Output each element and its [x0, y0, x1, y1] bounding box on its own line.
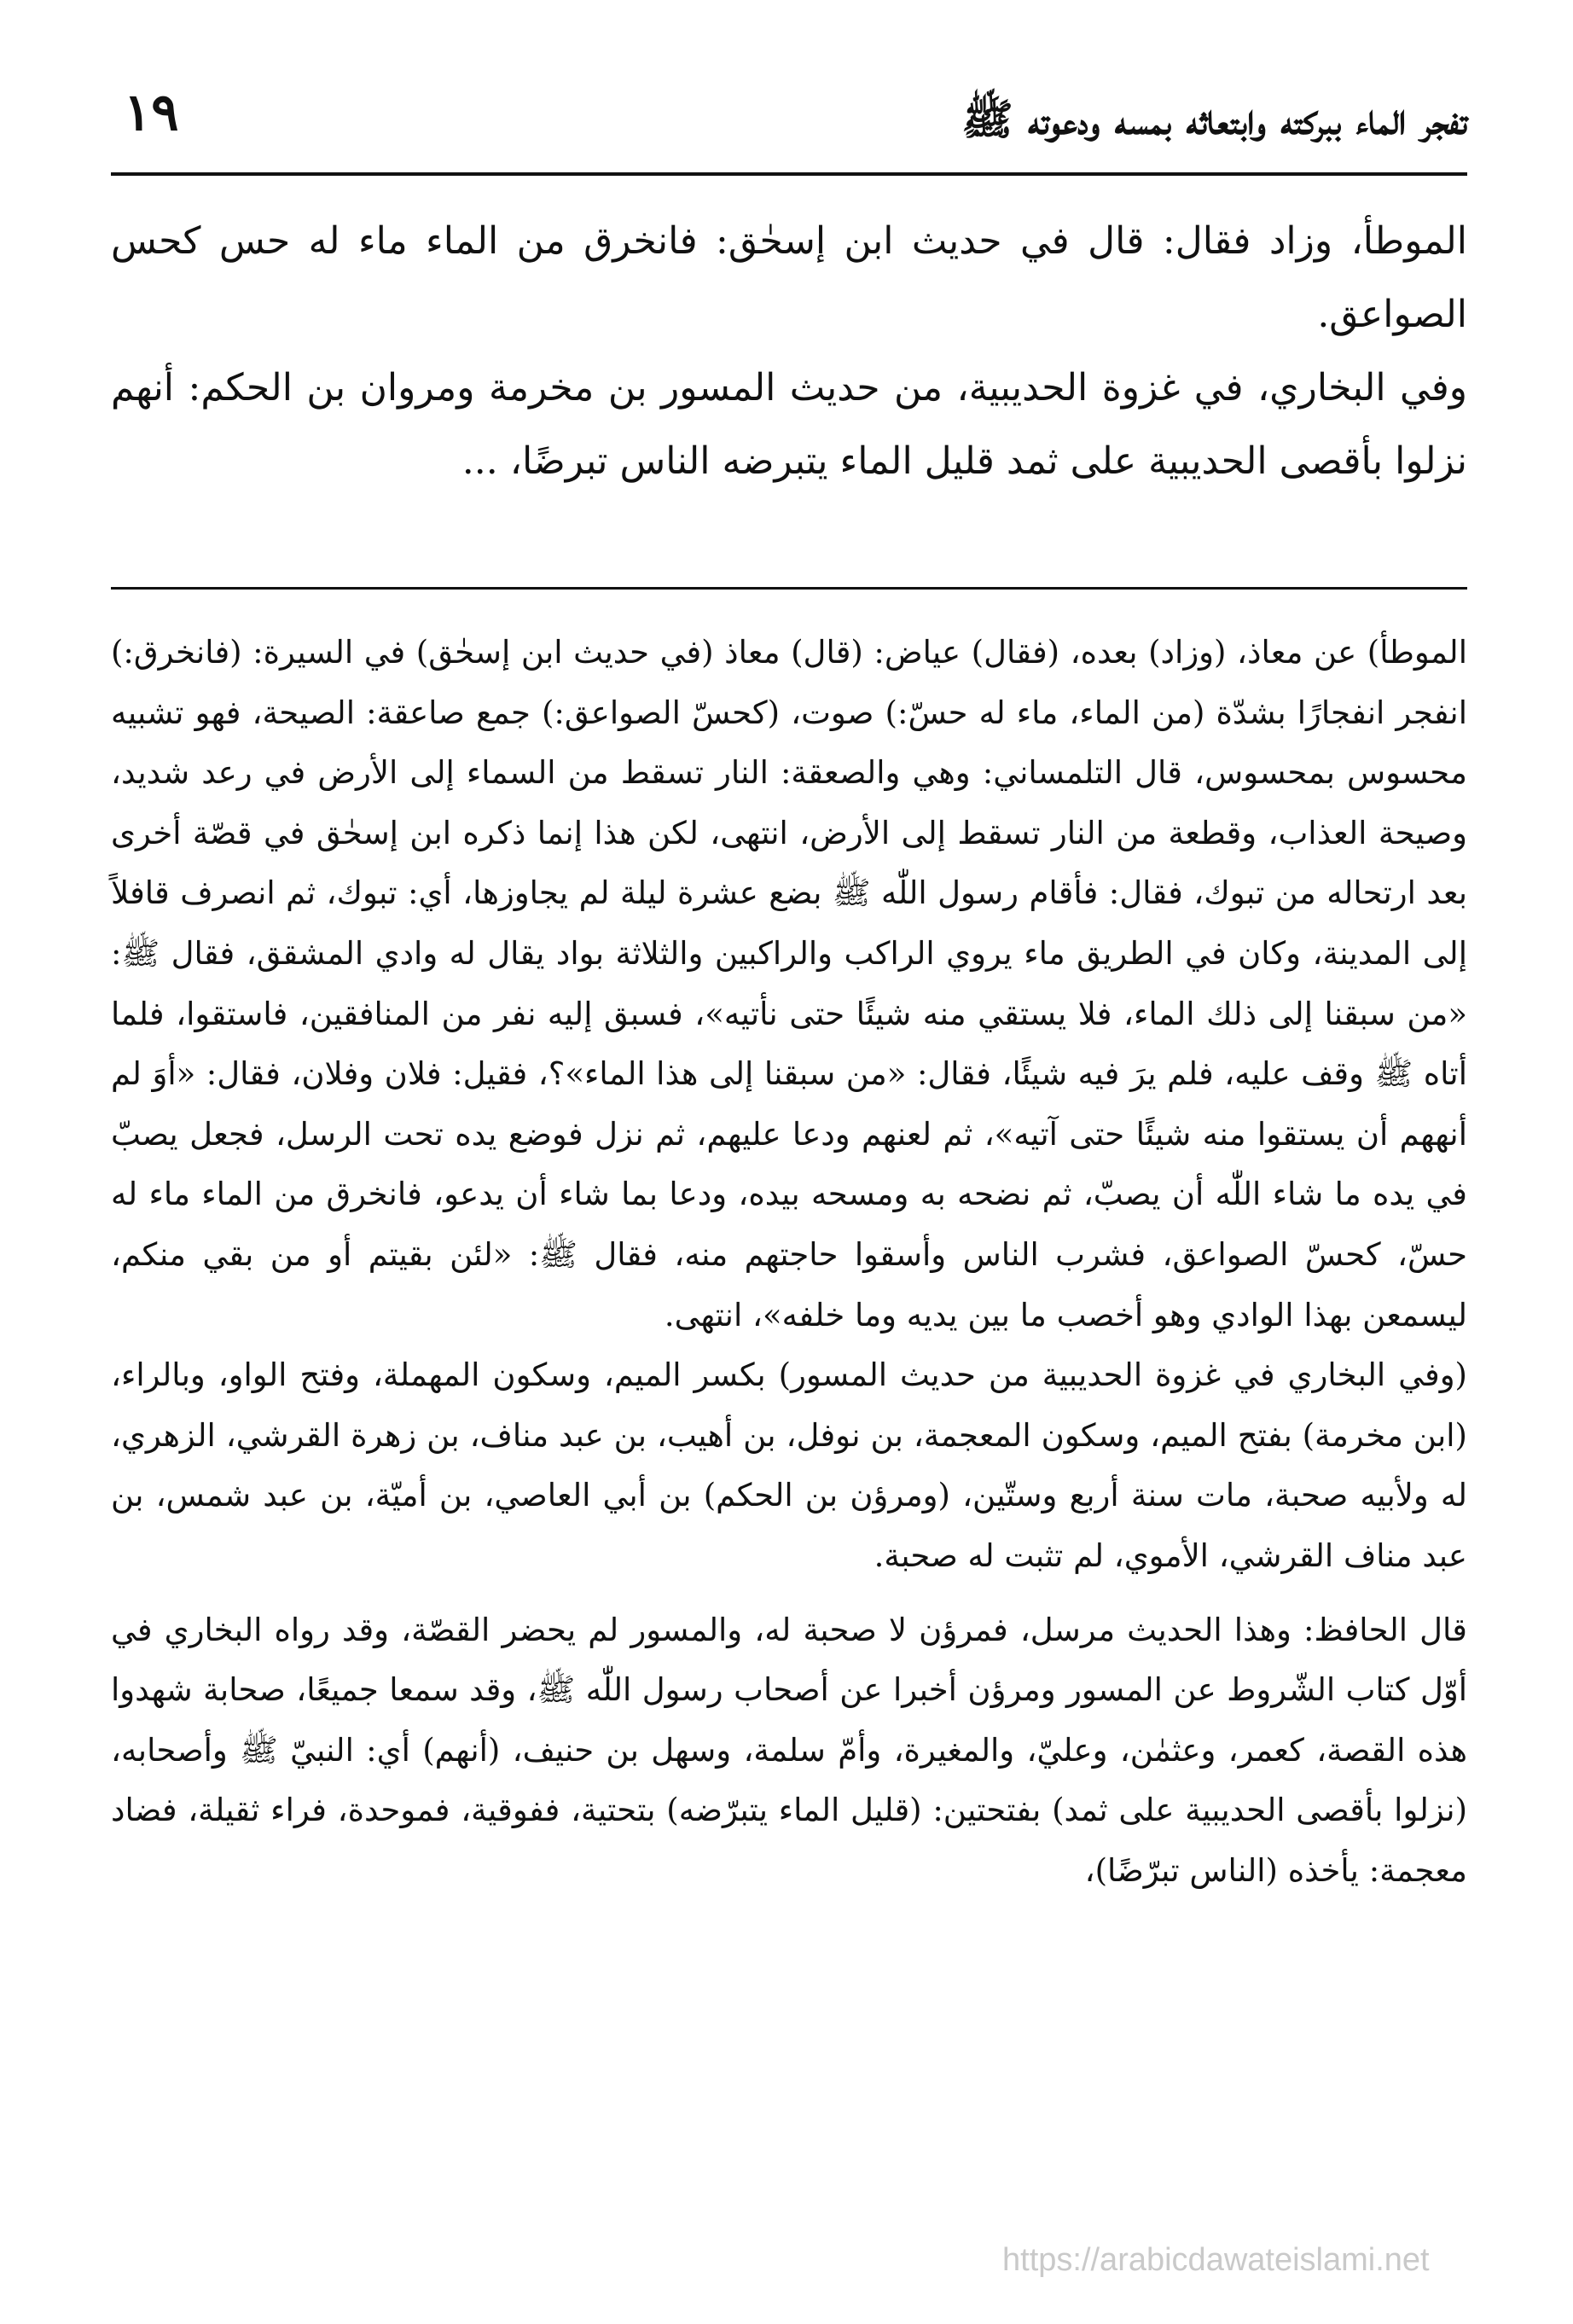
main-text [111, 205, 1467, 498]
page-number: ١٩ [124, 83, 179, 142]
commentary-paragraph: الموطأ) عن معاذ، (وزاد) بعده، (فقال) عياض: (قال) معاذ (في حديث ابن إسحٰق) في السيرة: (فانخرق:) انفجر انفجارًا بشدّة (من الماء، ماء له حسّ:) صوت، (كحسّ الصواعق:) جمع صاعقة: الصيحة، فهو تشبيه محسوس بمحسوس، قال التلمساني: وهي والصعقة: النار تسقط من السماء إلى الأرض في رعد شديد، وصيحة العذاب، وقطعة من النار تسقط إلى الأرض، انتهى، لكن هذا إنما ذكره ابن إسحٰق في قصّة أخرى بعد ارتحاله من تبوك، فقال: فأقام رسول اللّٰه ﷺ بضع عشرة ليلة لم يجاوزها، أي: تبوك، ثم انصرف قافلاً إلى المدينة، وكان في الطريق ماء يروي الراكب والراكبين والثلاثة بواد يقال له وادي المشقق، فقال ﷺ: «من سبقنا إلى ذلك الماء، فلا يستقي منه شيئًا حتى نأتيه»، فسبق إليه نفر من المنافقين، فاستقوا، فلما أتاه ﷺ وقف عليه، فلم يرَ فيه شيئًا، فقال: «من سبقنا إلى هذا الماء»؟، فقيل: فلان وفلان، فقال: «أوَ لم أنههم أن يستقوا منه شيئًا حتى آتيه»، ثم لعنهم ودعا عليهم، ثم نزل فوضع يده تحت الرسل، فجعل يصبّ في يده ما شاء اللّٰه أن يصبّ، ثم نضحه به ومسحه بيده، ودعا بما شاء أن يدعو، فانخرق من الماء ماء له حسّ، كحسّ الصواعق، فشرب الناس وأسقوا حاجتهم منه، فقال ﷺ: «لئن بقيتم أو من بقي منكم، ليسمعن بهذا الوادي وهو أخصب ما بين يديه وما خلفه»، انتهى. [111, 634, 1467, 1333]
book-page [111, 77, 1467, 1889]
commentary-paragraph: (وفي البخاري في غزوة الحديبية من حديث المسور) بكسر الميم، وسكون المهملة، وفتح الواو، وبالراء، (ابن مخرمة) بفتح الميم، وسكون المعجمة، بن نوفل، بن أهيب، بن عبد مناف، بن زهرة القرشي، الزهري، له ولأبيه صحبة، مات سنة أربع وستّين، (ومرؤن بن الحكم) بن أبي العاصي، بن أميّة، بن عبد شمس، بن عبد مناف القرشي، الأموي، لم تثبت له صحبة. [111, 1357, 1467, 1574]
commentary-paragraph: قال الحافظ: وهذا الحديث مرسل، فمرؤن لا صحبة له، والمسور لم يحضر القصّة، وقد رواه البخاري في أوّل كتاب الشّروط عن المسور ومرؤن أخبرا عن أصحاب رسول اللّٰه ﷺ، وقد سمعا جميعًا، صحابة شهدوا هذه القصة، كعمر، وعثمٰن، وعليّ، والمغيرة، وأمّ سلمة، وسهل بن حنيف، (أنهم) أي: النبيّ ﷺ وأصحابه، (نزلوا بأقصى الحديبية على ثمد) بفتحتين: (قليل الماء يتبرّضه) بتحتية، ففوقية، فموحدة، فراء ثقيلة، فضاد معجمة: يأخذه (الناس تبرّضًا)، [111, 1611, 1467, 1889]
paragraph-spacer [111, 1587, 1467, 1601]
commentary [111, 623, 1467, 1901]
page-header [111, 77, 1467, 162]
main-text-paragraph: الموطأ، وزاد فقال: قال في حديث ابن إسحٰق: فانخرق من الماء ماء له حس كحس الصواعق. [111, 219, 1467, 336]
watermark-url: https://arabicdawateislami.net [1002, 2242, 1430, 2278]
running-title: تفجر الماء ببركته وابتعاثه بمسه ودعوته ﷺ [961, 94, 1467, 144]
commentary-divider [111, 587, 1467, 590]
header-divider [111, 172, 1467, 176]
main-text-paragraph: وفي البخاري، في غزوة الحديبية، من حديث المسور بن مخرمة ومروان بن الحكم: أنهم نزلوا بأقصى الحديبية على ثمد قليل الماء يتبرضه الناس تبرضًا، ... [111, 366, 1467, 483]
